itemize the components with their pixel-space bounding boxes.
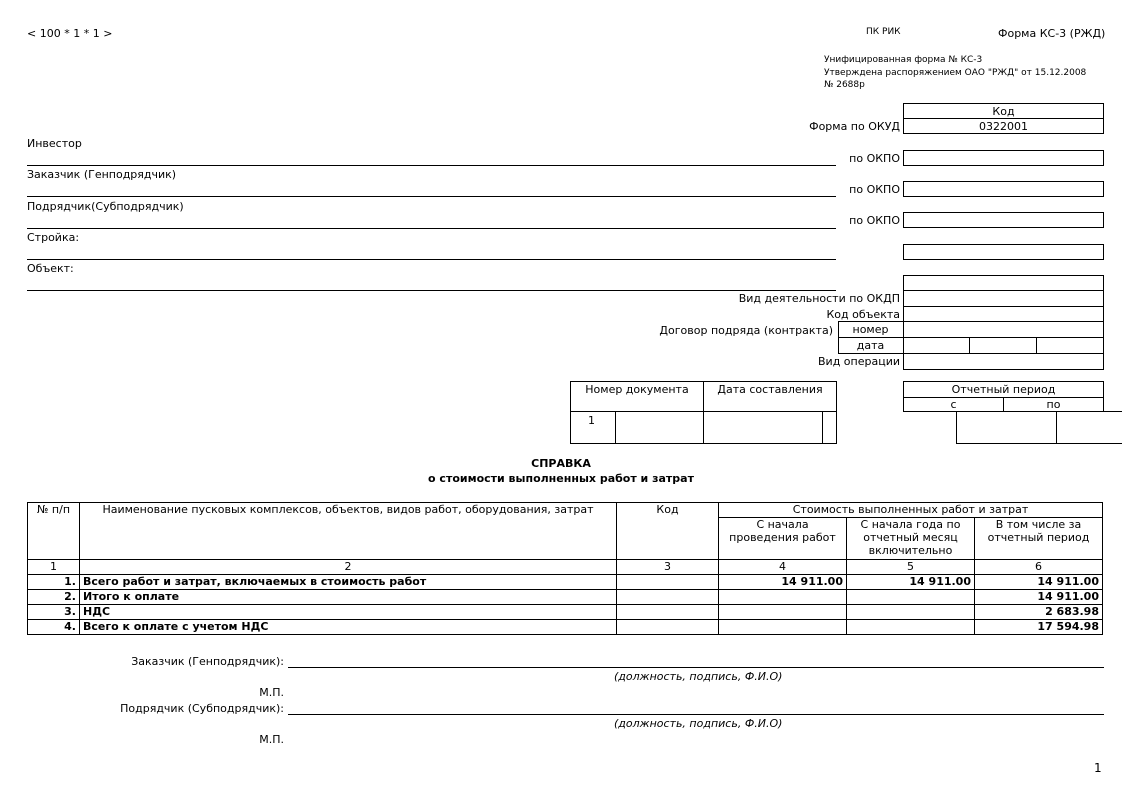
index-cell: 5	[847, 560, 975, 575]
form-name: Форма КС-3 (РЖД)	[998, 27, 1106, 40]
okpo-contractor-box	[903, 212, 1104, 228]
okdp-label: Вид деятельности по ОКДП	[738, 292, 900, 305]
doc-number-label: Номер документа	[585, 382, 689, 396]
row-period: 17 594.98	[975, 620, 1103, 635]
col-header-code: Код	[617, 503, 719, 560]
okpo-label-customer: по ОКПО	[849, 183, 900, 196]
document-subtitle: о стоимости выполненных работ и затрат	[428, 472, 694, 485]
table-row	[28, 575, 1103, 590]
object-label: Объект:	[27, 262, 74, 275]
index-cell: 2	[80, 560, 617, 575]
okud-box	[903, 118, 1104, 134]
table-row	[28, 605, 1103, 620]
row-num: 4.	[28, 620, 80, 635]
row-period: 2 683.98	[975, 605, 1103, 620]
customer-stamp: М.П.	[259, 686, 284, 699]
customer-label: Заказчик (Генподрядчик)	[27, 168, 177, 181]
row-since-start	[719, 605, 847, 620]
construction-line	[27, 259, 836, 260]
contractor-line	[27, 228, 836, 229]
col-header-name: Наименование пусковых комплексов, объектов, видов работ, оборудования, затрат	[80, 503, 617, 560]
customer-line	[27, 196, 836, 197]
row-code	[617, 605, 719, 620]
doc-number-value: 1	[588, 414, 595, 427]
row-since-year	[847, 605, 975, 620]
customer-signature-label: Заказчик (Генподрядчик):	[131, 655, 284, 668]
row-code	[617, 575, 719, 590]
row-since-start	[719, 590, 847, 605]
index-cell: 4	[719, 560, 847, 575]
table-row	[28, 620, 1103, 635]
col-header-since-start: С начала проведения работ	[719, 518, 847, 560]
row-since-start	[719, 620, 847, 635]
index-cell: 6	[975, 560, 1103, 575]
object-code-label: Код объекта	[826, 308, 900, 321]
row-since-year	[847, 620, 975, 635]
period-to-label: по	[1046, 398, 1061, 411]
col-header-cost-group: Стоимость выполненных работ и затрат	[719, 503, 1103, 518]
object-line	[27, 290, 836, 291]
col-header-num: № п/п	[28, 503, 80, 560]
contract-number-label: номер	[852, 323, 889, 336]
customer-signature-line	[288, 667, 1104, 668]
contractor-label: Подрядчик(Субподрядчик)	[27, 200, 184, 213]
period-from-label: с	[950, 398, 957, 411]
row-period: 14 911.00	[975, 575, 1103, 590]
okpo-label-investor: по ОКПО	[849, 152, 900, 165]
period-label: Отчетный период	[951, 383, 1056, 396]
unified-form-line3: № 2688р	[824, 80, 865, 90]
index-cell: 1	[28, 560, 80, 575]
okpo-label-contractor: по ОКПО	[849, 214, 900, 227]
doc-date-label: Дата составления	[717, 382, 823, 396]
okpo-customer-box	[903, 181, 1104, 197]
contractor-stamp: М.П.	[259, 733, 284, 746]
unified-form-line2: Утверждена распоряжением ОАО "РЖД" от 15.12.2008	[824, 68, 1087, 78]
construction-code-box	[903, 244, 1104, 260]
print-code: < 100 * 1 * 1 >	[27, 27, 113, 40]
construction-label: Стройка:	[27, 231, 80, 244]
row-since-year: 14 911.00	[847, 575, 975, 590]
contractor-signature-caption: (должность, подпись, Ф.И.О)	[614, 717, 783, 730]
row-name: Всего к оплате с учетом НДС	[80, 620, 617, 635]
okud-value: 0322001	[979, 119, 1028, 133]
col-header-since-year: С начала года по отчетный месяц включительно	[847, 518, 975, 560]
cost-table	[27, 502, 1103, 635]
unified-form-line1: Унифицированная форма № КС-3	[824, 55, 983, 65]
index-cell: 3	[617, 560, 719, 575]
row-num: 3.	[28, 605, 80, 620]
pk-label: ПК РИК	[866, 27, 901, 37]
col-header-period: В том числе за отчетный период	[975, 518, 1103, 560]
contractor-signature-line	[288, 714, 1104, 715]
okud-label: Форма по ОКУД	[809, 120, 900, 133]
row-name: Итого к оплате	[80, 590, 617, 605]
row-num: 1.	[28, 575, 80, 590]
investor-label: Инвестор	[27, 137, 82, 150]
row-code	[617, 620, 719, 635]
code-header-box	[903, 103, 1104, 119]
row-num: 2.	[28, 590, 80, 605]
table-row	[28, 590, 1103, 605]
investor-line	[27, 165, 836, 166]
column-index-row	[28, 560, 1103, 575]
row-period: 14 911.00	[975, 590, 1103, 605]
contract-label: Договор подряда (контракта)	[659, 324, 833, 337]
row-name: НДС	[80, 605, 617, 620]
row-name: Всего работ и затрат, включаемых в стоимость работ	[80, 575, 617, 590]
contract-date-label: дата	[856, 339, 885, 352]
page-number: 1	[1094, 761, 1102, 775]
document-title: СПРАВКА	[531, 457, 591, 470]
contractor-signature-label: Подрядчик (Субподрядчик):	[120, 702, 284, 715]
okpo-investor-box	[903, 150, 1104, 166]
customer-signature-caption: (должность, подпись, Ф.И.О)	[614, 670, 783, 683]
code-header: Код	[992, 104, 1015, 118]
row-since-year	[847, 590, 975, 605]
row-code	[617, 590, 719, 605]
operation-label: Вид операции	[818, 355, 900, 368]
row-since-start: 14 911.00	[719, 575, 847, 590]
